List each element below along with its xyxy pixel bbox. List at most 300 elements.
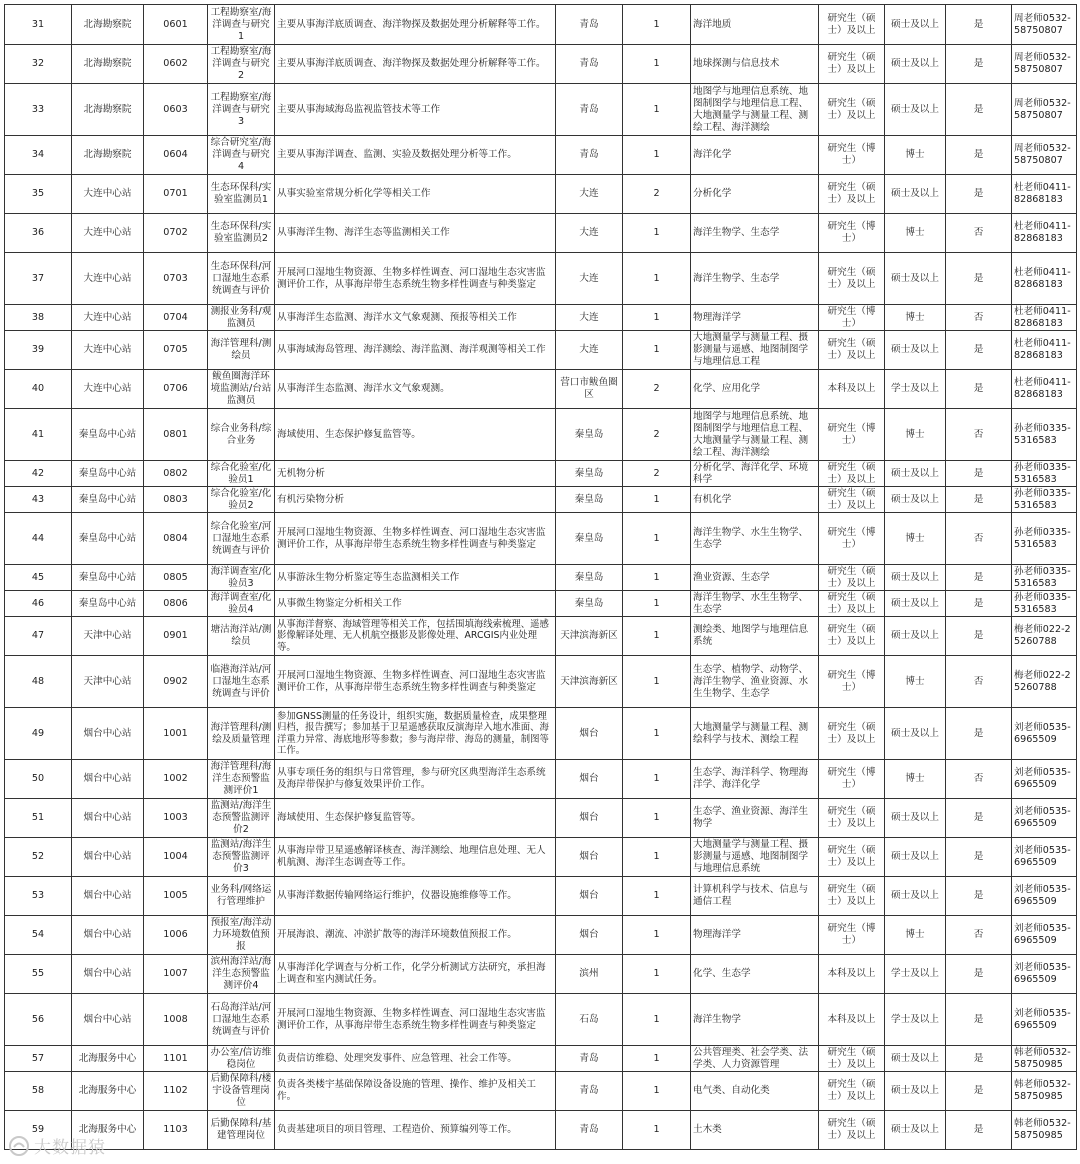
row-number-cell: 56	[5, 994, 72, 1046]
education-cell: 研究生（博士）	[819, 409, 885, 461]
row-number-cell: 51	[5, 799, 72, 838]
department-position-cell: 后勤保障科/楼宇设备管理岗位	[208, 1072, 275, 1111]
headcount-cell: 1	[623, 994, 691, 1046]
contact-cell: 刘老师0535-6965509	[1012, 916, 1077, 955]
headcount-cell: 1	[623, 656, 691, 708]
major-cell: 有机化学	[691, 487, 819, 513]
degree-cell: 博士	[885, 760, 946, 799]
restriction-cell: 是	[946, 994, 1012, 1046]
headcount-cell: 2	[623, 409, 691, 461]
row-number-cell: 34	[5, 136, 72, 175]
education-cell: 本科及以上	[819, 955, 885, 994]
restriction-cell: 否	[946, 305, 1012, 331]
degree-cell: 硕士及以上	[885, 84, 946, 136]
headcount-cell: 1	[623, 253, 691, 305]
degree-cell: 硕士及以上	[885, 331, 946, 370]
contact-cell: 韩老师0532-58750985	[1012, 1111, 1077, 1150]
contact-cell: 周老师0532-58750807	[1012, 136, 1077, 175]
job-description-cell: 从事游泳生物分析鉴定等生态监测相关工作	[275, 565, 556, 591]
major-cell: 分析化学	[691, 175, 819, 214]
restriction-cell: 是	[946, 487, 1012, 513]
row-number-cell: 48	[5, 656, 72, 708]
work-location-cell: 青岛	[556, 1072, 623, 1111]
restriction-cell: 否	[946, 916, 1012, 955]
job-description-cell: 主要从事海域海岛监视监管技术等工作	[275, 84, 556, 136]
department-position-cell: 综合化验室/化验员1	[208, 461, 275, 487]
degree-cell: 硕士及以上	[885, 617, 946, 656]
restriction-cell: 否	[946, 214, 1012, 253]
degree-cell: 硕士及以上	[885, 877, 946, 916]
work-location-cell: 烟台	[556, 916, 623, 955]
position-code-cell: 1008	[144, 994, 208, 1046]
work-location-cell: 烟台	[556, 877, 623, 916]
restriction-cell: 是	[946, 617, 1012, 656]
row-number-cell: 38	[5, 305, 72, 331]
work-location-cell: 大连	[556, 175, 623, 214]
table-row	[5, 305, 1077, 331]
job-description-cell: 从事海洋督察、海域管理等相关工作，包括围填海线索梳理、遥感影像解译处理、无人机航空摄影及影像处理、ARCGIS内业处理等。	[275, 617, 556, 656]
contact-cell: 梅老师022-25260788	[1012, 617, 1077, 656]
row-number-cell: 54	[5, 916, 72, 955]
headcount-cell: 1	[623, 45, 691, 84]
unit-name-cell: 秦皇岛中心站	[72, 591, 144, 617]
department-position-cell: 工程勘察室/海洋调查与研究3	[208, 84, 275, 136]
department-position-cell: 工程勘察室/海洋调查与研究2	[208, 45, 275, 84]
major-cell: 土木类	[691, 1111, 819, 1150]
department-position-cell: 工程勘察室/海洋调查与研究1	[208, 5, 275, 45]
row-number-cell: 35	[5, 175, 72, 214]
contact-cell: 韩老师0532-58750985	[1012, 1046, 1077, 1072]
degree-cell: 博士	[885, 409, 946, 461]
restriction-cell: 是	[946, 331, 1012, 370]
degree-cell: 硕士及以上	[885, 591, 946, 617]
restriction-cell: 是	[946, 838, 1012, 877]
table-row	[5, 877, 1077, 916]
work-location-cell: 秦皇岛	[556, 487, 623, 513]
job-description-cell: 负责各类楼宇基础保障设备设施的管理、操作、维护及相关工作。	[275, 1072, 556, 1111]
row-number-cell: 41	[5, 409, 72, 461]
restriction-cell: 是	[946, 799, 1012, 838]
department-position-cell: 临港海洋站/河口湿地生态系统调查与评价	[208, 656, 275, 708]
education-cell: 研究生（硕士）及以上	[819, 461, 885, 487]
degree-cell: 硕士及以上	[885, 1046, 946, 1072]
work-location-cell: 秦皇岛	[556, 461, 623, 487]
degree-cell: 学士及以上	[885, 994, 946, 1046]
table-row	[5, 84, 1077, 136]
work-location-cell: 秦皇岛	[556, 409, 623, 461]
work-location-cell: 石岛	[556, 994, 623, 1046]
department-position-cell: 石岛海洋站/河口湿地生态系统调查与评价	[208, 994, 275, 1046]
education-cell: 研究生（博士）	[819, 760, 885, 799]
unit-name-cell: 大连中心站	[72, 305, 144, 331]
unit-name-cell: 北海服务中心	[72, 1072, 144, 1111]
job-description-cell: 开展河口湿地生物资源、生物多样性调查、河口湿地生态灾害监测评价工作，从事海岸带生态系统生物多样性调查与种类鉴定	[275, 994, 556, 1046]
major-cell: 地球探测与信息技术	[691, 45, 819, 84]
unit-name-cell: 秦皇岛中心站	[72, 409, 144, 461]
headcount-cell: 1	[623, 5, 691, 45]
position-code-cell: 0705	[144, 331, 208, 370]
work-location-cell: 大连	[556, 253, 623, 305]
position-code-cell: 0603	[144, 84, 208, 136]
work-location-cell: 青岛	[556, 1046, 623, 1072]
position-code-cell: 0901	[144, 617, 208, 656]
contact-cell: 周老师0532-58750807	[1012, 45, 1077, 84]
headcount-cell: 1	[623, 565, 691, 591]
restriction-cell: 是	[946, 1072, 1012, 1111]
unit-name-cell: 烟台中心站	[72, 760, 144, 799]
education-cell: 研究生（博士）	[819, 305, 885, 331]
row-number-cell: 42	[5, 461, 72, 487]
position-code-cell: 1101	[144, 1046, 208, 1072]
education-cell: 研究生（硕士）及以上	[819, 175, 885, 214]
recruitment-table	[4, 4, 1077, 1150]
unit-name-cell: 北海勘察院	[72, 45, 144, 84]
major-cell: 物理海洋学	[691, 916, 819, 955]
contact-cell: 杜老师0411-82868183	[1012, 305, 1077, 331]
row-number-cell: 31	[5, 5, 72, 45]
degree-cell: 博士	[885, 916, 946, 955]
department-position-cell: 生态环保科/实验室监测员1	[208, 175, 275, 214]
unit-name-cell: 大连中心站	[72, 253, 144, 305]
job-description-cell: 海域使用、生态保护修复监管等。	[275, 799, 556, 838]
row-number-cell: 45	[5, 565, 72, 591]
education-cell: 研究生（硕士）及以上	[819, 5, 885, 45]
major-cell: 海洋生物学、水生生物学、生态学	[691, 591, 819, 617]
table-row	[5, 409, 1077, 461]
department-position-cell: 海洋管理科/测绘员	[208, 331, 275, 370]
unit-name-cell: 大连中心站	[72, 175, 144, 214]
major-cell: 计算机科学与技术、信息与通信工程	[691, 877, 819, 916]
contact-cell: 刘老师0535-6965509	[1012, 994, 1077, 1046]
position-code-cell: 0803	[144, 487, 208, 513]
row-number-cell: 46	[5, 591, 72, 617]
table-row	[5, 955, 1077, 994]
headcount-cell: 1	[623, 136, 691, 175]
department-position-cell: 海洋调查室/化验员3	[208, 565, 275, 591]
contact-cell: 孙老师0335-5316583	[1012, 591, 1077, 617]
job-description-cell: 有机污染物分析	[275, 487, 556, 513]
unit-name-cell: 烟台中心站	[72, 877, 144, 916]
contact-cell: 孙老师0335-5316583	[1012, 487, 1077, 513]
education-cell: 研究生（硕士）及以上	[819, 1072, 885, 1111]
work-location-cell: 青岛	[556, 1111, 623, 1150]
position-code-cell: 0601	[144, 5, 208, 45]
education-cell: 研究生（硕士）及以上	[819, 487, 885, 513]
table-row	[5, 617, 1077, 656]
department-position-cell: 测报业务科/观监测员	[208, 305, 275, 331]
table-row	[5, 513, 1077, 565]
education-cell: 研究生（硕士）及以上	[819, 45, 885, 84]
job-description-cell: 从事海洋生态监测、海洋水文气象观测、预报等相关工作	[275, 305, 556, 331]
unit-name-cell: 北海服务中心	[72, 1111, 144, 1150]
headcount-cell: 1	[623, 331, 691, 370]
restriction-cell: 是	[946, 45, 1012, 84]
headcount-cell: 1	[623, 838, 691, 877]
unit-name-cell: 秦皇岛中心站	[72, 565, 144, 591]
degree-cell: 硕士及以上	[885, 565, 946, 591]
headcount-cell: 1	[623, 708, 691, 760]
headcount-cell: 1	[623, 1046, 691, 1072]
education-cell: 本科及以上	[819, 994, 885, 1046]
unit-name-cell: 秦皇岛中心站	[72, 487, 144, 513]
table-row	[5, 331, 1077, 370]
table-row	[5, 1111, 1077, 1150]
major-cell: 海洋化学	[691, 136, 819, 175]
headcount-cell: 1	[623, 955, 691, 994]
department-position-cell: 预报室/海洋动力环境数值预报	[208, 916, 275, 955]
degree-cell: 学士及以上	[885, 370, 946, 409]
job-description-cell: 主要从事海洋底质调查、海洋物探及数据处理分析解释等工作。	[275, 45, 556, 84]
job-description-cell: 负责信访维稳、处理突发事件、应急管理、社会工作等。	[275, 1046, 556, 1072]
restriction-cell: 是	[946, 1046, 1012, 1072]
restriction-cell: 是	[946, 591, 1012, 617]
unit-name-cell: 大连中心站	[72, 370, 144, 409]
work-location-cell: 青岛	[556, 136, 623, 175]
table-row	[5, 656, 1077, 708]
major-cell: 生态学、渔业资源、海洋生物学	[691, 799, 819, 838]
row-number-cell: 40	[5, 370, 72, 409]
department-position-cell: 海洋管理科/测绘及质量管理	[208, 708, 275, 760]
position-code-cell: 0804	[144, 513, 208, 565]
department-position-cell: 监测站/海洋生态预警监测评价3	[208, 838, 275, 877]
watermark-text: 大数据猿	[34, 1138, 106, 1158]
contact-cell: 刘老师0535-6965509	[1012, 877, 1077, 916]
restriction-cell: 是	[946, 253, 1012, 305]
major-cell: 地图学与地理信息系统、地图制图学与地理信息工程、大地测量学与测量工程、测绘工程、海洋测绘	[691, 409, 819, 461]
unit-name-cell: 天津中心站	[72, 617, 144, 656]
row-number-cell: 49	[5, 708, 72, 760]
contact-cell: 周老师0532-58750807	[1012, 84, 1077, 136]
degree-cell: 博士	[885, 656, 946, 708]
unit-name-cell: 烟台中心站	[72, 916, 144, 955]
work-location-cell: 秦皇岛	[556, 591, 623, 617]
position-code-cell: 1005	[144, 877, 208, 916]
table-row	[5, 760, 1077, 799]
department-position-cell: 业务科/网络运行管理维护	[208, 877, 275, 916]
contact-cell: 刘老师0535-6965509	[1012, 955, 1077, 994]
restriction-cell: 是	[946, 136, 1012, 175]
position-code-cell: 0806	[144, 591, 208, 617]
job-description-cell: 从事海洋数据传输网络运行维护，仪器设施维修等工作。	[275, 877, 556, 916]
department-position-cell: 后勤保障科/基建管理岗位	[208, 1111, 275, 1150]
major-cell: 化学、生态学	[691, 955, 819, 994]
unit-name-cell: 大连中心站	[72, 214, 144, 253]
major-cell: 分析化学、海洋化学、环境科学	[691, 461, 819, 487]
restriction-cell: 否	[946, 409, 1012, 461]
table-row	[5, 838, 1077, 877]
education-cell: 研究生（硕士）及以上	[819, 253, 885, 305]
major-cell: 地图学与地理信息系统、地图制图学与地理信息工程、大地测量学与测量工程、测绘工程、海洋测绘	[691, 84, 819, 136]
department-position-cell: 办公室/信访维稳岗位	[208, 1046, 275, 1072]
degree-cell: 博士	[885, 136, 946, 175]
degree-cell: 硕士及以上	[885, 1111, 946, 1150]
position-code-cell: 1007	[144, 955, 208, 994]
unit-name-cell: 烟台中心站	[72, 994, 144, 1046]
headcount-cell: 2	[623, 175, 691, 214]
table-row	[5, 253, 1077, 305]
table-row	[5, 708, 1077, 760]
job-description-cell: 负责基建项目的项目管理、工程造价、预算编列等工作。	[275, 1111, 556, 1150]
department-position-cell: 生态环保科/实验室监测员2	[208, 214, 275, 253]
education-cell: 研究生（硕士）及以上	[819, 877, 885, 916]
position-code-cell: 1002	[144, 760, 208, 799]
major-cell: 海洋生物学	[691, 994, 819, 1046]
major-cell: 生态学、植物学、动物学、海洋生物学、渔业资源、水生生物学、生态学	[691, 656, 819, 708]
job-description-cell: 从事海域海岛管理、海洋测绘、海洋监测、海洋观测等相关工作	[275, 331, 556, 370]
restriction-cell: 否	[946, 656, 1012, 708]
degree-cell: 硕士及以上	[885, 253, 946, 305]
position-code-cell: 0801	[144, 409, 208, 461]
contact-cell: 杜老师0411-82868183	[1012, 253, 1077, 305]
job-description-cell: 从事实验室常规分析化学等相关工作	[275, 175, 556, 214]
headcount-cell: 1	[623, 877, 691, 916]
position-code-cell: 0704	[144, 305, 208, 331]
major-cell: 海洋生物学、水生生物学、生态学	[691, 513, 819, 565]
unit-name-cell: 天津中心站	[72, 656, 144, 708]
education-cell: 研究生（硕士）及以上	[819, 1046, 885, 1072]
work-location-cell: 烟台	[556, 760, 623, 799]
work-location-cell: 青岛	[556, 5, 623, 45]
contact-cell: 刘老师0535-6965509	[1012, 838, 1077, 877]
headcount-cell: 1	[623, 760, 691, 799]
major-cell: 渔业资源、生态学	[691, 565, 819, 591]
education-cell: 研究生（硕士）及以上	[819, 799, 885, 838]
degree-cell: 硕士及以上	[885, 1072, 946, 1111]
education-cell: 研究生（硕士）及以上	[819, 591, 885, 617]
row-number-cell: 33	[5, 84, 72, 136]
position-code-cell: 1003	[144, 799, 208, 838]
education-cell: 研究生（硕士）及以上	[819, 1111, 885, 1150]
degree-cell: 硕士及以上	[885, 5, 946, 45]
row-number-cell: 43	[5, 487, 72, 513]
education-cell: 研究生（博士）	[819, 513, 885, 565]
restriction-cell: 否	[946, 760, 1012, 799]
degree-cell: 硕士及以上	[885, 175, 946, 214]
restriction-cell: 否	[946, 513, 1012, 565]
position-code-cell: 0701	[144, 175, 208, 214]
job-description-cell: 海域使用、生态保护修复监管等。	[275, 409, 556, 461]
work-location-cell: 青岛	[556, 84, 623, 136]
department-position-cell: 滨州海洋站/海洋生态预警监测评价4	[208, 955, 275, 994]
row-number-cell: 57	[5, 1046, 72, 1072]
job-description-cell: 开展河口湿地生物资源、生物多样性调查、河口湿地生态灾害监测评价工作，从事海岸带生态系统生物多样性调查与种类鉴定	[275, 253, 556, 305]
row-number-cell: 58	[5, 1072, 72, 1111]
row-number-cell: 59	[5, 1111, 72, 1150]
headcount-cell: 1	[623, 799, 691, 838]
watermark-logo-icon	[8, 1135, 30, 1157]
headcount-cell: 1	[623, 617, 691, 656]
position-code-cell: 0902	[144, 656, 208, 708]
work-location-cell: 秦皇岛	[556, 513, 623, 565]
contact-cell: 刘老师0535-6965509	[1012, 760, 1077, 799]
job-description-cell: 从事微生物鉴定分析相关工作	[275, 591, 556, 617]
unit-name-cell: 大连中心站	[72, 331, 144, 370]
major-cell: 海洋生物学、生态学	[691, 214, 819, 253]
work-location-cell: 天津滨海新区	[556, 656, 623, 708]
job-description-cell: 开展河口湿地生物资源、生物多样性调查、河口湿地生态灾害监测评价工作，从事海岸带生态系统生物多样性调查与种类鉴定	[275, 513, 556, 565]
row-number-cell: 37	[5, 253, 72, 305]
work-location-cell: 秦皇岛	[556, 565, 623, 591]
contact-cell: 杜老师0411-82868183	[1012, 175, 1077, 214]
job-description-cell: 从事海洋化学调查与分析工作，化学分析测试方法研究，承担海上调查和室内测试任务。	[275, 955, 556, 994]
major-cell: 海洋地质	[691, 5, 819, 45]
restriction-cell: 是	[946, 955, 1012, 994]
job-description-cell: 开展河口湿地生物资源、生物多样性调查、河口湿地生态灾害监测评价工作，从事海岸带生态系统生物多样性调查与种类鉴定	[275, 656, 556, 708]
table-row	[5, 591, 1077, 617]
table-row	[5, 214, 1077, 253]
contact-cell: 周老师0532-58750807	[1012, 5, 1077, 45]
education-cell: 研究生（硕士）及以上	[819, 331, 885, 370]
headcount-cell: 1	[623, 591, 691, 617]
unit-name-cell: 北海勘察院	[72, 136, 144, 175]
work-location-cell: 大连	[556, 331, 623, 370]
work-location-cell: 大连	[556, 214, 623, 253]
table-row	[5, 799, 1077, 838]
table-row	[5, 1046, 1077, 1072]
unit-name-cell: 烟台中心站	[72, 708, 144, 760]
degree-cell: 硕士及以上	[885, 708, 946, 760]
education-cell: 研究生（博士）	[819, 136, 885, 175]
row-number-cell: 39	[5, 331, 72, 370]
education-cell: 研究生（博士）	[819, 656, 885, 708]
degree-cell: 硕士及以上	[885, 799, 946, 838]
degree-cell: 硕士及以上	[885, 487, 946, 513]
degree-cell: 硕士及以上	[885, 461, 946, 487]
contact-cell: 刘老师0535-6965509	[1012, 708, 1077, 760]
contact-cell: 孙老师0335-5316583	[1012, 409, 1077, 461]
education-cell: 本科及以上	[819, 370, 885, 409]
work-location-cell: 营口市鲅鱼圈区	[556, 370, 623, 409]
unit-name-cell: 北海勘察院	[72, 84, 144, 136]
row-number-cell: 36	[5, 214, 72, 253]
row-number-cell: 55	[5, 955, 72, 994]
table-row	[5, 1072, 1077, 1111]
table-row	[5, 565, 1077, 591]
restriction-cell: 是	[946, 370, 1012, 409]
contact-cell: 刘老师0535-6965509	[1012, 799, 1077, 838]
unit-name-cell: 北海服务中心	[72, 1046, 144, 1072]
headcount-cell: 1	[623, 487, 691, 513]
row-number-cell: 52	[5, 838, 72, 877]
contact-cell: 杜老师0411-82868183	[1012, 331, 1077, 370]
department-position-cell: 海洋管理科/海洋生态预警监测评价1	[208, 760, 275, 799]
unit-name-cell: 秦皇岛中心站	[72, 513, 144, 565]
restriction-cell: 是	[946, 877, 1012, 916]
headcount-cell: 1	[623, 1072, 691, 1111]
restriction-cell: 是	[946, 1111, 1012, 1150]
unit-name-cell: 秦皇岛中心站	[72, 461, 144, 487]
table-row	[5, 461, 1077, 487]
major-cell: 测绘类、地图学与地理信息系统	[691, 617, 819, 656]
job-description-cell: 从事海洋生态监测、海洋水文气象观测。	[275, 370, 556, 409]
job-description-cell: 从事海岸带卫星遥感解译核查、海洋测绘、地理信息处理、无人机航测、海洋生态调查等工作。	[275, 838, 556, 877]
education-cell: 研究生（硕士）及以上	[819, 838, 885, 877]
row-number-cell: 32	[5, 45, 72, 84]
major-cell: 化学、应用化学	[691, 370, 819, 409]
department-position-cell: 综合业务科/综合业务	[208, 409, 275, 461]
headcount-cell: 2	[623, 461, 691, 487]
table-row	[5, 175, 1077, 214]
row-number-cell: 50	[5, 760, 72, 799]
table-row	[5, 5, 1077, 45]
headcount-cell: 1	[623, 305, 691, 331]
major-cell: 公共管理类、社会学类、法学类、人力资源管理	[691, 1046, 819, 1072]
degree-cell: 硕士及以上	[885, 838, 946, 877]
contact-cell: 孙老师0335-5316583	[1012, 513, 1077, 565]
headcount-cell: 2	[623, 370, 691, 409]
degree-cell: 学士及以上	[885, 955, 946, 994]
contact-cell: 孙老师0335-5316583	[1012, 565, 1077, 591]
